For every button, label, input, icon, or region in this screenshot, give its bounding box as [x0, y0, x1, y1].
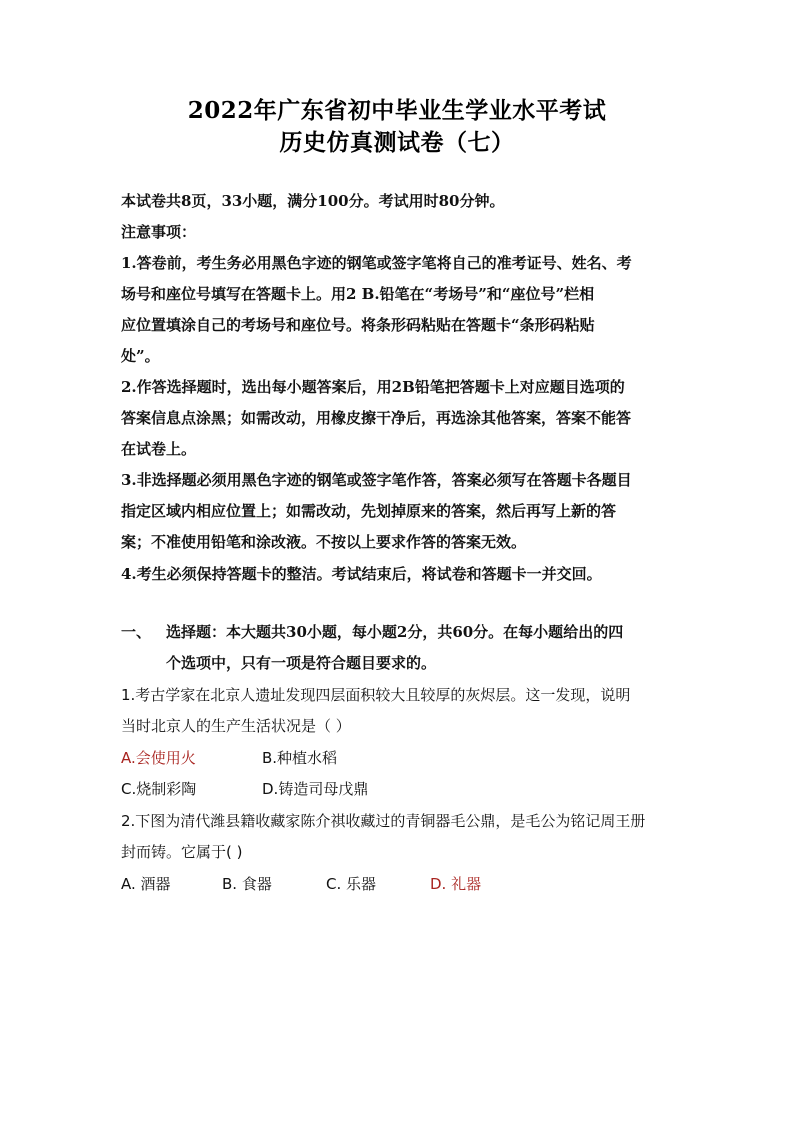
q1-option-d: D.铸造司母戊鼎 [262, 780, 369, 798]
notice-item2-line2: 答案信息点涂黑；如需改动，用橡皮擦干净后，再选涂其他答案，答案不能答 [121, 409, 632, 427]
notice-item4: 4.考生必须保持答题卡的整洁。考试结束后，将试卷和答题卡一并交回。 [121, 565, 602, 583]
q2-stem-line1: 2.下图为清代潍县籍收藏家陈介祺收藏过的青铜器毛公鼎，是毛公为铭记周王册 [121, 812, 646, 830]
q1-option-a: A.会使用火 [121, 749, 196, 767]
notice-item1-line1: 1.答卷前，考生务必用黑色字迹的钢笔或签字笔将自己的准考证号、姓名、考 [121, 254, 632, 272]
q1-option-c: C.烧制彩陶 [121, 780, 197, 798]
exam-summary: 本试卷共8页，33小题，满分100分。考试用时80分钟。 [121, 192, 505, 210]
notice-heading: 注意事项： [121, 223, 197, 241]
q2-option-a: A. 酒器 [121, 875, 171, 893]
notice-item3-line3: 案；不准使用铅笔和涂改液。不按以上要求作答的答案无效。 [121, 533, 527, 551]
q1-stem-line1: 1.考古学家在北京人遗址发现四层面积较大且较厚的灰烬层。这一发现，说明 [121, 686, 631, 704]
section-heading-line2: 个选项中，只有一项是符合题目要求的。 [166, 654, 437, 672]
notice-item3-line2: 指定区域内相应位置上；如需改动，先划掉原来的答案，然后再写上新的答 [121, 502, 617, 520]
q1-option-b: B.种植水稻 [262, 749, 338, 767]
q2-option-b: B. 食器 [222, 875, 272, 893]
q2-stem-line2: 封而铸。它属于( ) [121, 843, 243, 861]
notice-item2-line3: 在试卷上。 [121, 440, 197, 458]
q2-option-d: D. 礼器 [430, 875, 482, 893]
q2-option-c: C. 乐器 [326, 875, 377, 893]
notice-item1-line3: 应位置填涂自己的考场号和座位号。将条形码粘贴在答题卡“条形码粘贴 [121, 316, 595, 334]
notice-item2-line1: 2.作答选择题时，选出每小题答案后，用2B铅笔把答题卡上对应题目选项的 [121, 378, 625, 396]
q1-stem-line2: 当时北京人的生产生活状况是（ ） [121, 717, 351, 735]
exam-title-line2: 历史仿真测试卷（七） [279, 129, 515, 156]
notice-item1-line4: 处”。 [121, 347, 160, 365]
notice-item3-line1: 3.非选择题必须用黑色字迹的钢笔或签字笔作答，答案必须写在答题卡各题目 [121, 471, 632, 489]
notice-item1-line2: 场号和座位号填写在答题卡上。用2 B.铅笔在“考场号”和“座位号”栏相 [121, 285, 595, 303]
section-number: 一、 [121, 623, 152, 641]
exam-title-line1: 2022年广东省初中毕业生学业水平考试 [187, 97, 607, 124]
section-heading-line1: 选择题：本大题共30小题，每小题2分，共60分。在每小题给出的四 [166, 623, 624, 641]
